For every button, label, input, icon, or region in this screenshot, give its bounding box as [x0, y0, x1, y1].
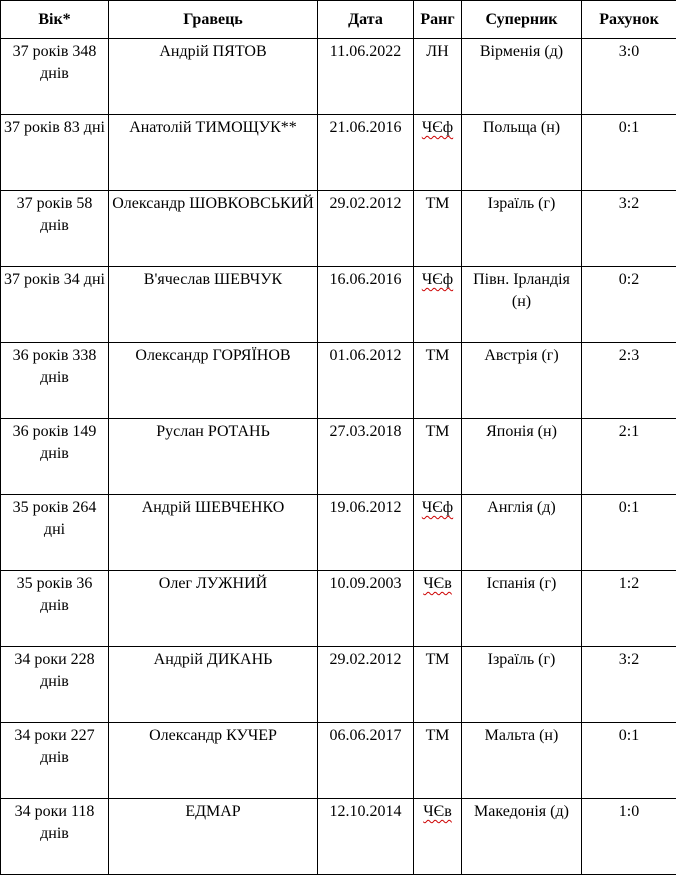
- table-row: [1, 191, 676, 267]
- player-cell: Олександр ШОВКОВСЬКИЙ: [109, 191, 318, 267]
- player-cell: Анатолій ТИМОЩУК**: [109, 115, 318, 191]
- header-opponent: Суперник: [462, 1, 582, 39]
- age-cell: 37 років 34 дні: [1, 267, 109, 343]
- age-cell: 36 років 149 днів: [1, 419, 109, 495]
- age-cell: 35 років 264 дні: [1, 495, 109, 571]
- date-cell: 21.06.2016: [318, 115, 414, 191]
- rank-text: ЧЄф: [422, 119, 453, 136]
- date-cell: 16.06.2016: [318, 267, 414, 343]
- rank-text: ЧЄв: [423, 803, 452, 820]
- score-cell: 0:1: [582, 495, 676, 571]
- header-rank: Ранг: [414, 1, 462, 39]
- rank-cell: [414, 267, 462, 343]
- date-cell: 29.02.2012: [318, 191, 414, 267]
- table-row: [1, 723, 676, 799]
- opponent-cell: Ізраїль (г): [462, 191, 582, 267]
- score-cell: 2:3: [582, 343, 676, 419]
- age-cell: 35 років 36 днів: [1, 571, 109, 647]
- opponent-cell: Вірменія (д): [462, 39, 582, 115]
- opponent-cell: Англія (д): [462, 495, 582, 571]
- opponent-cell: Македонія (д): [462, 799, 582, 875]
- header-age: Вік*: [1, 1, 109, 39]
- score-cell: 0:1: [582, 723, 676, 799]
- header-player: Гравець: [109, 1, 318, 39]
- table-row: [1, 267, 676, 343]
- player-cell: Руслан РОТАНЬ: [109, 419, 318, 495]
- opponent-cell: Ізраїль (г): [462, 647, 582, 723]
- age-cell: 34 роки 228 днів: [1, 647, 109, 723]
- rank-text: ЧЄф: [422, 271, 453, 288]
- rank-text: ЧЄф: [422, 499, 453, 516]
- opponent-cell: Польща (н): [462, 115, 582, 191]
- table-row: [1, 799, 676, 875]
- age-cell: 37 років 348 днів: [1, 39, 109, 115]
- header-date: Дата: [318, 1, 414, 39]
- header-row: [1, 1, 676, 39]
- table-row: [1, 647, 676, 723]
- date-cell: 19.06.2012: [318, 495, 414, 571]
- score-cell: 3:2: [582, 191, 676, 267]
- rank-cell: [414, 115, 462, 191]
- date-cell: 06.06.2017: [318, 723, 414, 799]
- player-cell: Олег ЛУЖНИЙ: [109, 571, 318, 647]
- date-cell: 12.10.2014: [318, 799, 414, 875]
- score-cell: 1:0: [582, 799, 676, 875]
- table-row: [1, 343, 676, 419]
- age-cell: 34 роки 118 днів: [1, 799, 109, 875]
- score-cell: 0:2: [582, 267, 676, 343]
- date-cell: 27.03.2018: [318, 419, 414, 495]
- rank-text: ЧЄв: [423, 575, 452, 592]
- rank-cell: ТМ: [414, 191, 462, 267]
- player-cell: Олександр КУЧЕР: [109, 723, 318, 799]
- score-cell: 3:0: [582, 39, 676, 115]
- table-row: [1, 115, 676, 191]
- score-cell: 2:1: [582, 419, 676, 495]
- opponent-cell: Мальта (н): [462, 723, 582, 799]
- player-cell: Андрій ДИКАНЬ: [109, 647, 318, 723]
- rank-cell: ТМ: [414, 723, 462, 799]
- table-row: [1, 495, 676, 571]
- opponent-cell: Японія (н): [462, 419, 582, 495]
- rank-cell: ЛН: [414, 39, 462, 115]
- date-cell: 01.06.2012: [318, 343, 414, 419]
- rank-cell: [414, 799, 462, 875]
- age-cell: 37 років 58 днів: [1, 191, 109, 267]
- table-row: [1, 39, 676, 115]
- age-cell: 36 років 338 днів: [1, 343, 109, 419]
- player-cell: Олександр ГОРЯЇНОВ: [109, 343, 318, 419]
- player-cell: Андрій ПЯТОВ: [109, 39, 318, 115]
- date-cell: 10.09.2003: [318, 571, 414, 647]
- date-cell: 29.02.2012: [318, 647, 414, 723]
- player-cell: ЕДМАР: [109, 799, 318, 875]
- table-row: [1, 571, 676, 647]
- score-cell: 3:2: [582, 647, 676, 723]
- opponent-cell: Півн. Ірландія (н): [462, 267, 582, 343]
- rank-cell: ТМ: [414, 647, 462, 723]
- rank-cell: [414, 495, 462, 571]
- rank-cell: ТМ: [414, 419, 462, 495]
- table-row: [1, 419, 676, 495]
- score-cell: 1:2: [582, 571, 676, 647]
- rank-cell: [414, 571, 462, 647]
- score-cell: 0:1: [582, 115, 676, 191]
- header-score: Рахунок: [582, 1, 676, 39]
- opponent-cell: Австрія (г): [462, 343, 582, 419]
- age-cell: 34 роки 227 днів: [1, 723, 109, 799]
- age-cell: 37 років 83 дні: [1, 115, 109, 191]
- opponent-cell: Іспанія (г): [462, 571, 582, 647]
- player-cell: В'ячеслав ШЕВЧУК: [109, 267, 318, 343]
- date-cell: 11.06.2022: [318, 39, 414, 115]
- player-cell: Андрій ШЕВЧЕНКО: [109, 495, 318, 571]
- rank-cell: ТМ: [414, 343, 462, 419]
